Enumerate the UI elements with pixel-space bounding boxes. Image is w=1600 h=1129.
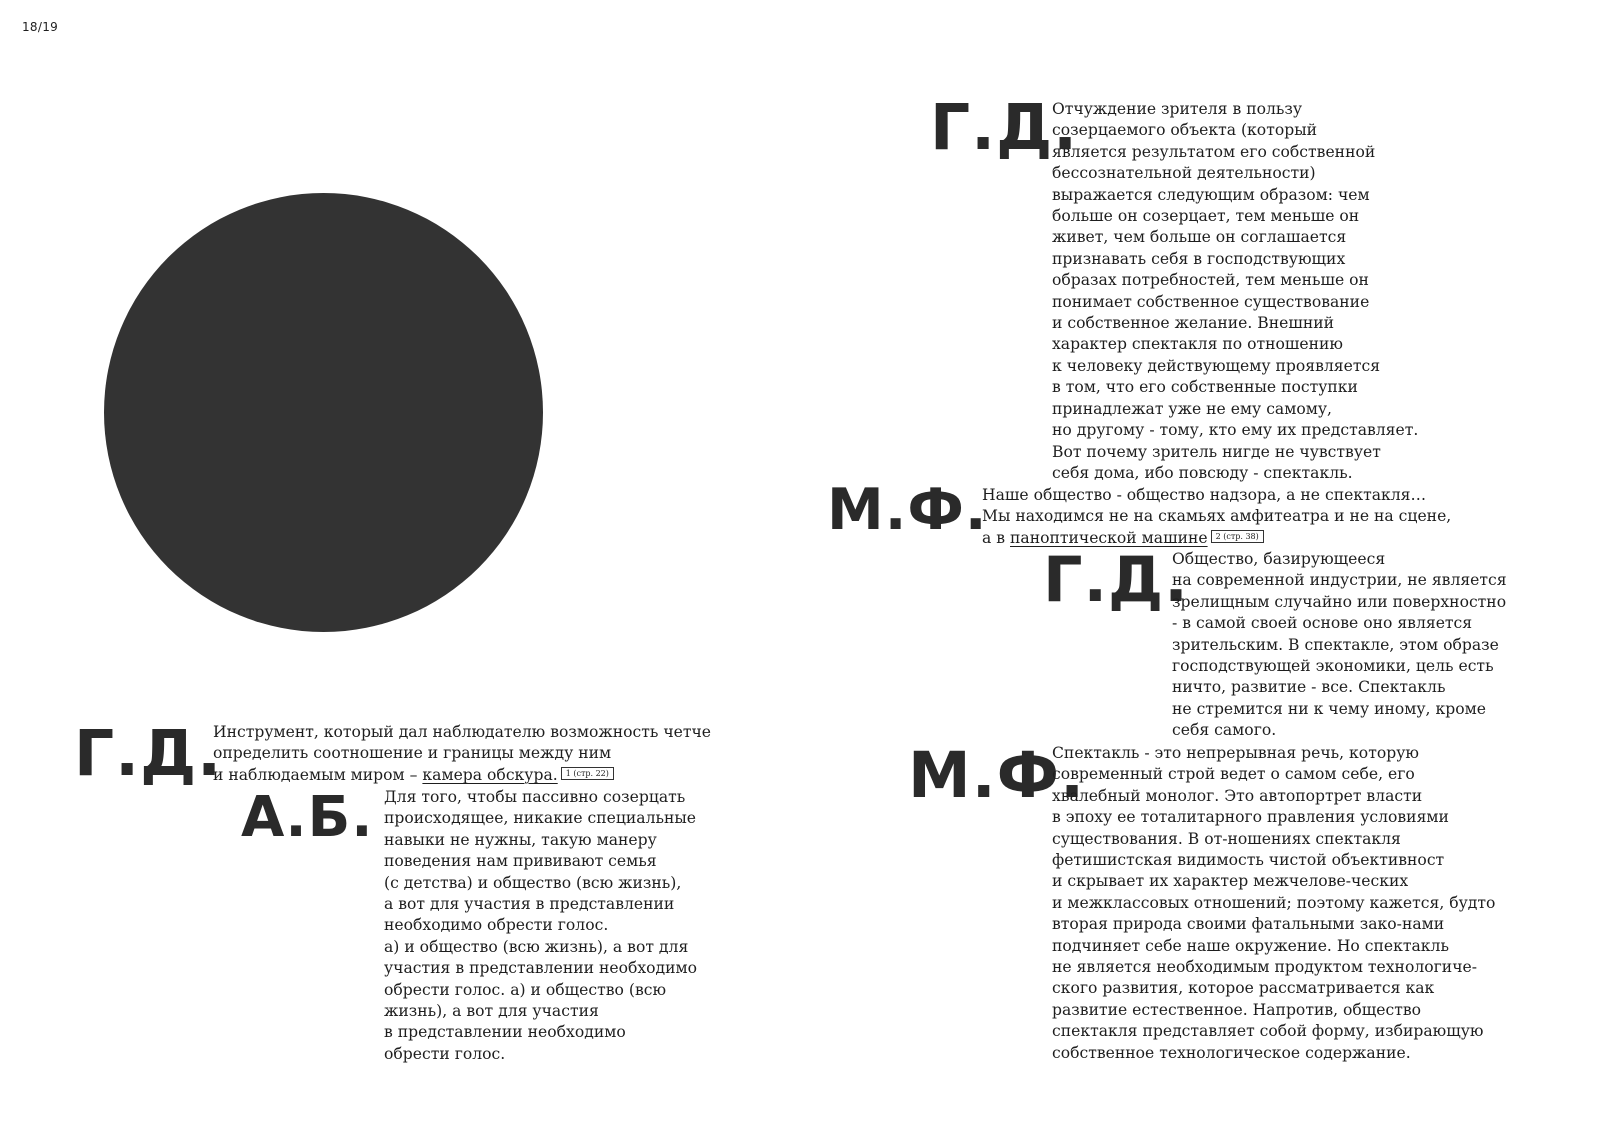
speaker-initials: Г.Д. xyxy=(930,91,1079,164)
text-line: понимает собственное существование xyxy=(1052,292,1370,311)
quote-text xyxy=(1052,743,1495,1064)
speaker-initials: Г.Д. xyxy=(74,717,223,790)
text-line: ского развития, которое рассматривается как xyxy=(1052,979,1435,998)
footnote-reference[interactable]: 1 (стр. 22) xyxy=(561,767,614,780)
speaker-initials: Г.Д. xyxy=(1043,543,1189,616)
text-line xyxy=(213,765,711,786)
text-line: Вот почему зритель нигде не чувствует xyxy=(1052,442,1381,461)
text-line: хвалебный монолог. Это автопортрет власти xyxy=(1052,786,1423,805)
text-fragment: а в xyxy=(982,528,1010,547)
text-line: себя дома, ибо повсюду - спектакль. xyxy=(1052,463,1353,482)
text-line: в представлении необходимо xyxy=(384,1023,626,1042)
text-line: спектакля представляет собой форму, избирающую xyxy=(1052,1022,1484,1041)
text-line: и собственное желание. Внешний xyxy=(1052,314,1335,333)
text-line: собственное технологическое содержание. xyxy=(1052,1043,1411,1062)
text-line: необходимо обрести голос. xyxy=(384,916,609,935)
text-line: развитие естественное. Напротив, общество xyxy=(1052,1000,1422,1019)
text-line: Инструмент, который дал наблюдателю возможность четче xyxy=(213,723,712,741)
text-line: принадлежат уже не ему самому, xyxy=(1052,399,1333,418)
text-line: происходящее, никакие специальные xyxy=(384,809,697,828)
text-line: Спектакль - это непрерывная речь, которую xyxy=(1052,744,1419,762)
footnote-reference[interactable]: 2 (стр. 38) xyxy=(1211,530,1264,543)
text-line: жизнь), а вот для участия xyxy=(384,1002,599,1021)
text-line: к человеку действующему проявляется xyxy=(1052,356,1381,375)
text-line: больше он созерцает, тем меньше он xyxy=(1052,207,1360,226)
text-line: не является необходимым продуктом технологиче- xyxy=(1052,958,1478,977)
text-line: обрести голос. xyxy=(384,1044,506,1063)
text-line: Отчуждение зрителя в пользу xyxy=(1052,100,1303,118)
text-line: но другому - тому, кто ему их представляет. xyxy=(1052,421,1419,440)
quote-text xyxy=(213,722,711,786)
text-line: а вот для участия в представлении xyxy=(384,895,675,914)
text-line: является результатом его собственной xyxy=(1052,142,1376,161)
quote-text xyxy=(982,485,1451,549)
text-line: ничто, развитие - все. Спектакль xyxy=(1172,678,1446,697)
text-line: - в самой своей основе оно является xyxy=(1172,614,1473,633)
text-line: Мы находимся не на скамьях амфитеатра и не на сцене, xyxy=(982,507,1452,526)
speaker-initials: М.Ф. xyxy=(908,739,1086,812)
quote-text xyxy=(1052,99,1418,484)
speaker-initials: М.Ф. xyxy=(827,477,988,543)
text-line: господствующей экономики, цель есть xyxy=(1172,657,1494,676)
text-line: обрести голос. а) и общество (всю xyxy=(384,980,667,999)
quote-text xyxy=(1172,549,1507,742)
text-line: бессознательной деятельности) xyxy=(1052,164,1316,183)
text-line: участия в представлении необходимо xyxy=(384,959,698,978)
text-line: и межклассовых отношений; поэтому кажется, будто xyxy=(1052,893,1496,912)
text-line: характер спектакля по отношению xyxy=(1052,335,1344,354)
text-line: не стремится ни к чему иному, кроме xyxy=(1172,699,1486,718)
text-line: поведения нам прививают семья xyxy=(384,852,657,871)
text-line: вторая природа своими фатальными зако-нами xyxy=(1052,915,1445,934)
text-line: навыки не нужны, такую манеру xyxy=(384,830,657,849)
text-line: фетишистская видимость чистой объективност xyxy=(1052,851,1445,870)
page-number: 18/19 xyxy=(22,20,59,34)
text-line: себя самого. xyxy=(1172,721,1277,740)
text-line: а) и общество (всю жизнь), а вот для xyxy=(384,937,689,956)
text-line: Наше общество - общество надзора, а не спектакля… xyxy=(982,486,1427,504)
text-line: Общество, базирующееся xyxy=(1172,550,1386,568)
text-line: (с детства) и общество (всю жизнь), xyxy=(384,873,682,892)
text-fragment: и наблюдаемым миром – xyxy=(213,765,423,784)
text-line: образах потребностей, тем меньше он xyxy=(1052,271,1369,290)
text-line: подчиняет себе наше окружение. Но спектакль xyxy=(1052,936,1449,955)
text-line: признавать себя в господствующих xyxy=(1052,249,1346,268)
text-line: определить соотношение и границы между ним xyxy=(213,744,612,763)
text-line: зрительским. В спектакле, этом образе xyxy=(1172,635,1499,654)
text-line: Для того, чтобы пассивно созерцать xyxy=(384,788,686,806)
text-line: выражается следующим образом: чем xyxy=(1052,185,1370,204)
quote-text xyxy=(384,787,697,1065)
text-line: современный строй ведет о самом себе, его xyxy=(1052,765,1415,784)
text-line: созерцаемого объекта (который xyxy=(1052,121,1317,140)
text-line: на современной индустрии, не является xyxy=(1172,571,1507,590)
speaker-initials: А.Б. xyxy=(241,785,374,850)
text-line: зрелищным случайно или поверхностно xyxy=(1172,592,1507,611)
black-circle-graphic xyxy=(104,193,543,632)
text-line: существования. В от-ношениях спектакля xyxy=(1052,829,1401,848)
camera-obscura-link[interactable]: камера обскура. xyxy=(422,765,558,784)
text-line: живет, чем больше он соглашается xyxy=(1052,228,1347,247)
text-line: в эпоху ее тоталитарного правления условиями xyxy=(1052,808,1449,827)
panopticon-link[interactable]: паноптической машине xyxy=(1010,528,1208,547)
text-line: и скрывает их характер межчелове-ческих xyxy=(1052,872,1409,891)
text-line: в том, что его собственные поступки xyxy=(1052,378,1358,397)
